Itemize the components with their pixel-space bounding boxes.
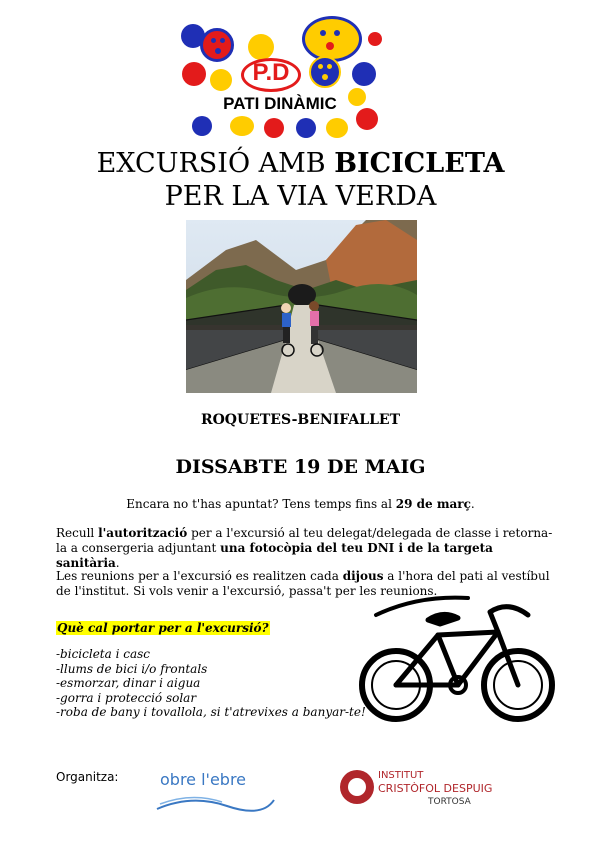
list-item: -esmorzar, dinar i aigua — [56, 676, 201, 690]
obre-lebre-logo — [152, 764, 277, 814]
institut-logo — [340, 768, 520, 818]
title-bold: BICICLETA — [334, 148, 505, 179]
list-item: -llums de bici i/o frontals — [56, 661, 208, 676]
logo-name: PATI DINÀMIC — [223, 94, 337, 113]
obre-lebre-text: obre l'ebre — [160, 770, 247, 789]
title-line-1 — [0, 148, 601, 180]
bring-question-wrap — [56, 617, 270, 636]
institut-line-1: INSTITUT — [378, 770, 424, 781]
authorization-paragraph — [56, 526, 556, 571]
list-item: -roba de bany i tovallola, si t'atrevixes a banyar-te! — [56, 705, 366, 719]
organitza-label: Organitza: — [56, 770, 119, 784]
bring-question: Què cal portar per a l'excursió? — [57, 621, 269, 635]
route: ROQUETES-BENIFALLET — [200, 412, 401, 428]
signup-deadline: 29 de març — [395, 497, 471, 511]
institut-line-3: TORTOSA — [428, 797, 471, 807]
pati-dinamic-logo — [178, 12, 378, 137]
meetings-text-1: Les reunions per a l'excursió es realitzen cada — [56, 569, 343, 583]
list-item: -gorra i protecció solar — [56, 690, 197, 705]
bicycle-icon — [358, 590, 558, 730]
meetings-text-2: a l'hora del pati al vestíbul de l'institut. Si vols venir a l'excursió, passa't per les reunions. — [56, 569, 550, 598]
authorization-text-3: . — [115, 556, 120, 570]
bring-list — [56, 647, 376, 720]
signup-paragraph — [0, 497, 601, 512]
authorization-text-2: per a l'excursió al teu delegat/delegada de classe i retorna-la a consergeria adjuntant — [56, 526, 553, 555]
signup-text: Encara no t'has apuntat? Tens temps fins al — [126, 497, 396, 511]
authorization-bold-2: una fotocòpia del teu DNI i de la targeta sanitària — [56, 541, 493, 570]
signup-end: . — [470, 497, 475, 511]
institut-line-2: CRISTÒFOL DESPUIG — [378, 782, 493, 795]
cyclists-photo — [186, 220, 417, 393]
authorization-bold-1: l'autorització — [98, 526, 188, 540]
authorization-text-1: Recull — [56, 526, 99, 540]
title-prefix: EXCURSIÓ AMB — [96, 148, 335, 179]
list-item: -bicicleta i casc — [56, 647, 150, 661]
logo-abbreviation: P.D — [252, 59, 290, 86]
event-date: DISSABTE 19 DE MAIG — [175, 456, 426, 478]
meetings-bold: dijous — [342, 569, 384, 583]
title-line-2: PER LA VIA VERDA — [164, 181, 437, 212]
